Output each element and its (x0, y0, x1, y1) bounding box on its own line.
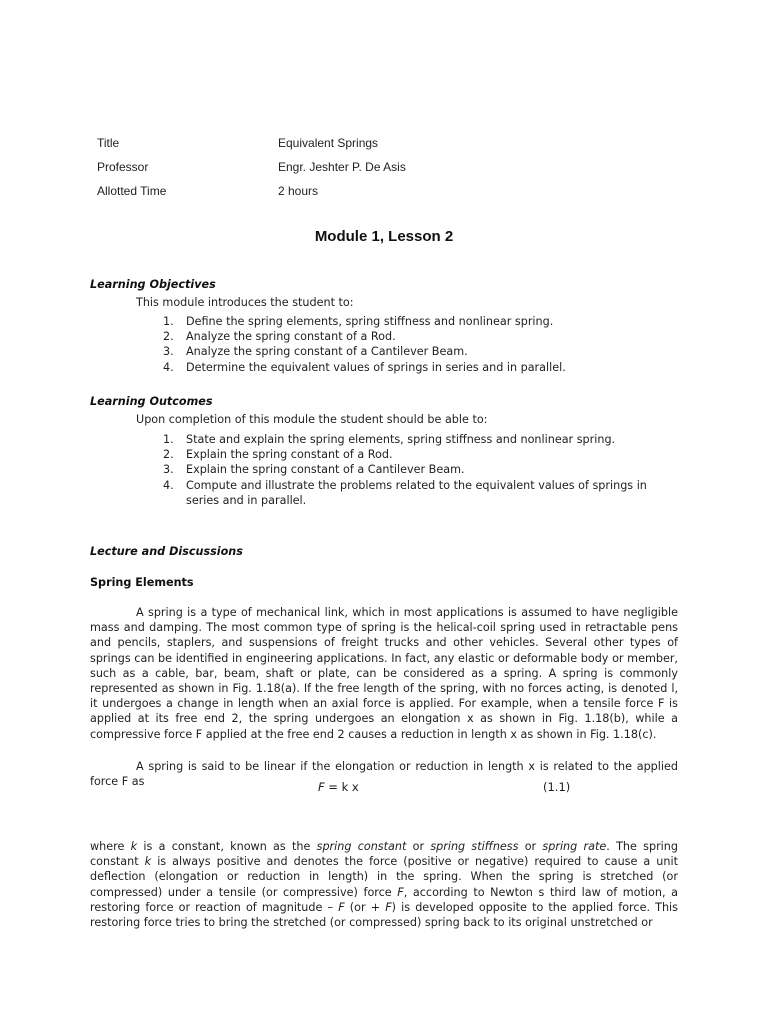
list-item-number: 1. (163, 315, 174, 328)
paragraph-spring-definition (90, 605, 678, 742)
list-item-number: 2. (163, 448, 174, 462)
list-item (163, 432, 663, 447)
info-value: 2 hours (278, 184, 319, 198)
list-item (163, 314, 683, 329)
text-span: . The spring constant (90, 840, 678, 869)
italic-term: k (144, 855, 152, 869)
outcomes-intro: Upon completion of this module the student should be able to: (136, 413, 488, 426)
list-item-text: Analyze the spring constant of a Rod. (186, 330, 396, 344)
paragraph-spring-constant (90, 839, 678, 930)
info-row-allotted-time (97, 179, 406, 203)
list-item-number: 3. (163, 463, 174, 477)
text-span: (or + (344, 900, 386, 914)
text-span: or (406, 840, 431, 853)
list-item-text: Determine the equivalent values of springs in series and in parallel. (186, 360, 566, 374)
list-item (163, 478, 663, 508)
text-span: , according to Newton s third law of motion, a restoring force or reaction of magnitude – (90, 885, 678, 914)
paragraph-text: A spring is a type of mechanical link, which in most applications is assumed to have negligible mass and damping. The most common type of spring is the helical-coil spring used in retractable pens and pencils, staplers, and suspensions of freight trucks and other vehicles. Several other types of springs can be identified in engineering applications. In fact, any elastic or deformable body or member, such as a cable, bar, beam, shaft or plate, can be considered as a spring. A spring is commonly represented as shown in Fig. 1.18(a). If the free length of the spring, with no forces acting, is denoted l, it undergoes a change in length when an axial force is applied. For example, when a tensile force F is applied at its free end 2, the spring undergoes an elongation x as shown in Fig. 1.18(b), while a compressive force F applied at the free end 2 causes a reduction in length x as shown in Fig. 1.18(c). (90, 606, 678, 741)
lesson-info-table (97, 131, 406, 203)
italic-term: spring constant (316, 840, 407, 853)
italic-term: F (338, 900, 345, 914)
list-item-text: State and explain the spring elements, spring stiffness and nonlinear spring. (186, 433, 616, 446)
equation-number: (1.1) (543, 780, 571, 794)
info-label: Allotted Time (97, 184, 167, 198)
italic-term: k (130, 840, 138, 853)
text-span: or (518, 840, 543, 853)
equation-formula (318, 780, 359, 794)
outcomes-heading: Learning Outcomes (90, 395, 213, 408)
italic-term: F (397, 885, 404, 899)
equation-variable: F (318, 780, 325, 794)
list-item-text: Analyze the spring constant of a Cantilever Beam. (186, 345, 468, 359)
list-item-number: 4. (163, 360, 174, 374)
equation-1-1 (0, 780, 768, 796)
text-span: where (90, 840, 131, 853)
list-item-text: Explain the spring constant of a Cantilever Beam. (186, 463, 465, 477)
outcomes-list (163, 432, 663, 508)
objectives-heading: Learning Objectives (90, 278, 216, 291)
info-value: Engr. Jeshter P. De Asis (278, 160, 406, 174)
info-label: Professor (97, 160, 149, 174)
info-label: Title (97, 136, 120, 150)
list-item (163, 329, 683, 344)
list-item (163, 360, 683, 375)
list-item-number: 4. (163, 478, 174, 492)
list-item (163, 462, 663, 477)
italic-term: spring stiffness (430, 840, 519, 853)
list-item-text: Compute and illustrate the problems related to the equivalent values of springs in series and in parallel. (186, 478, 647, 507)
list-item-number: 3. (163, 345, 174, 359)
list-item-number: 1. (163, 433, 174, 446)
text-span: is always positive and denotes the force (positive or negative) required to cause a unit deflection (elongation or reduction in length) in the spring. When the spring is stretched (or compressed) under a tensile (or compressive) force (90, 855, 678, 899)
spring-elements-heading: Spring Elements (90, 576, 194, 589)
list-item-text: Define the spring elements, spring stiffness and nonlinear spring. (186, 315, 554, 328)
info-row-title (97, 131, 406, 155)
list-item-text: Explain the spring constant of a Rod. (186, 448, 393, 462)
list-item-number: 2. (163, 330, 174, 344)
equation-rhs: = k x (324, 780, 359, 794)
objectives-intro: This module introduces the student to: (136, 296, 354, 309)
italic-term: F (385, 900, 392, 914)
list-item (163, 344, 683, 359)
italic-term: spring rate (542, 840, 607, 853)
list-item (163, 447, 663, 462)
lecture-heading: Lecture and Discussions (90, 545, 243, 558)
text-span: is a constant, known as the (137, 840, 317, 853)
text-span: ) is developed opposite to the applied force. This restoring force tries to bring the stretched (or compressed) spring back to its original unstretched or (90, 900, 678, 930)
objectives-list (163, 314, 683, 375)
paragraph-text: A spring is said to be linear if the elongation or reduction in length x is related to the applied force F as (90, 760, 678, 789)
info-value: Equivalent Springs (278, 136, 379, 150)
module-title: Module 1, Lesson 2 (314, 228, 454, 245)
info-row-professor (97, 155, 406, 179)
